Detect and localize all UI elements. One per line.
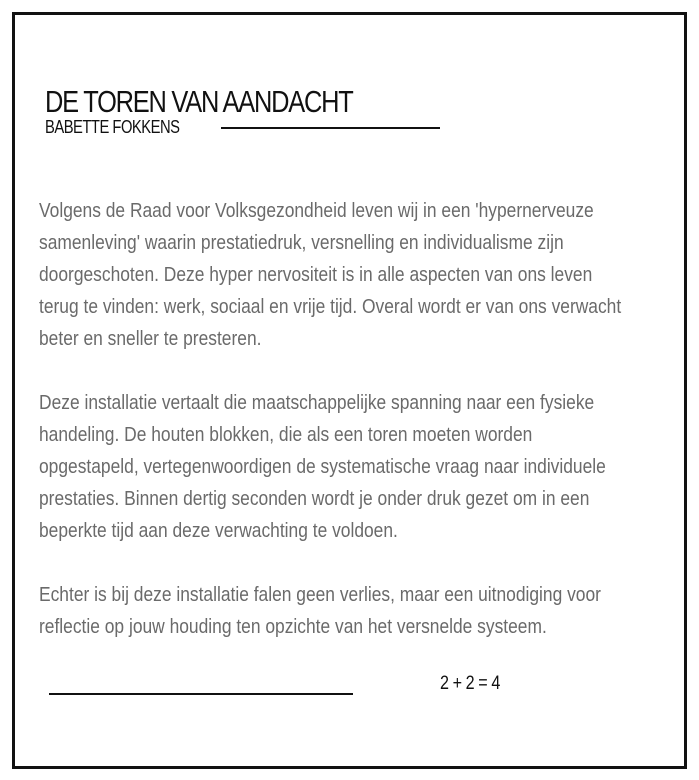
paragraph-1: Volgens de Raad voor Volksgezondheid leven wij in een 'hypernerveuze samenleving' waarin prestatiedruk, versnelling en individualisme zijn doorgeschoten. Deze hyper nervositeit is in alle aspecten van ons leven terug te vinden: werk, sociaal en vrije tijd. Overal wordt er van ons verwacht beter en sneller te presteren.: [39, 200, 622, 350]
body-text: [39, 195, 648, 675]
bottom-divider: [49, 693, 353, 695]
text-card: [12, 12, 687, 769]
paragraph-2: Deze installatie vertaalt die maatschappelijke spanning naar een fysieke handeling. De houten blokken, die als een toren moeten worden opgestapeld, vertegenwoordigen de systematische vraag naar individuele prestaties. Binnen dertig seconden wordt je onder druk gezet om in een beperkte tijd aan deze verwachting te voldoen.: [39, 392, 606, 542]
author-name: BABETTE FOKKENS: [45, 117, 180, 137]
top-divider: [221, 127, 440, 129]
equation-text: 2 + 2 = 4: [440, 673, 500, 694]
paragraph-3: Echter is bij deze installatie falen geen verlies, maar een uitnodiging voor reflectie op jouw houding ten opzichte van het versnelde systeem.: [39, 584, 601, 638]
page-title: DE TOREN VAN AANDACHT: [45, 83, 353, 119]
